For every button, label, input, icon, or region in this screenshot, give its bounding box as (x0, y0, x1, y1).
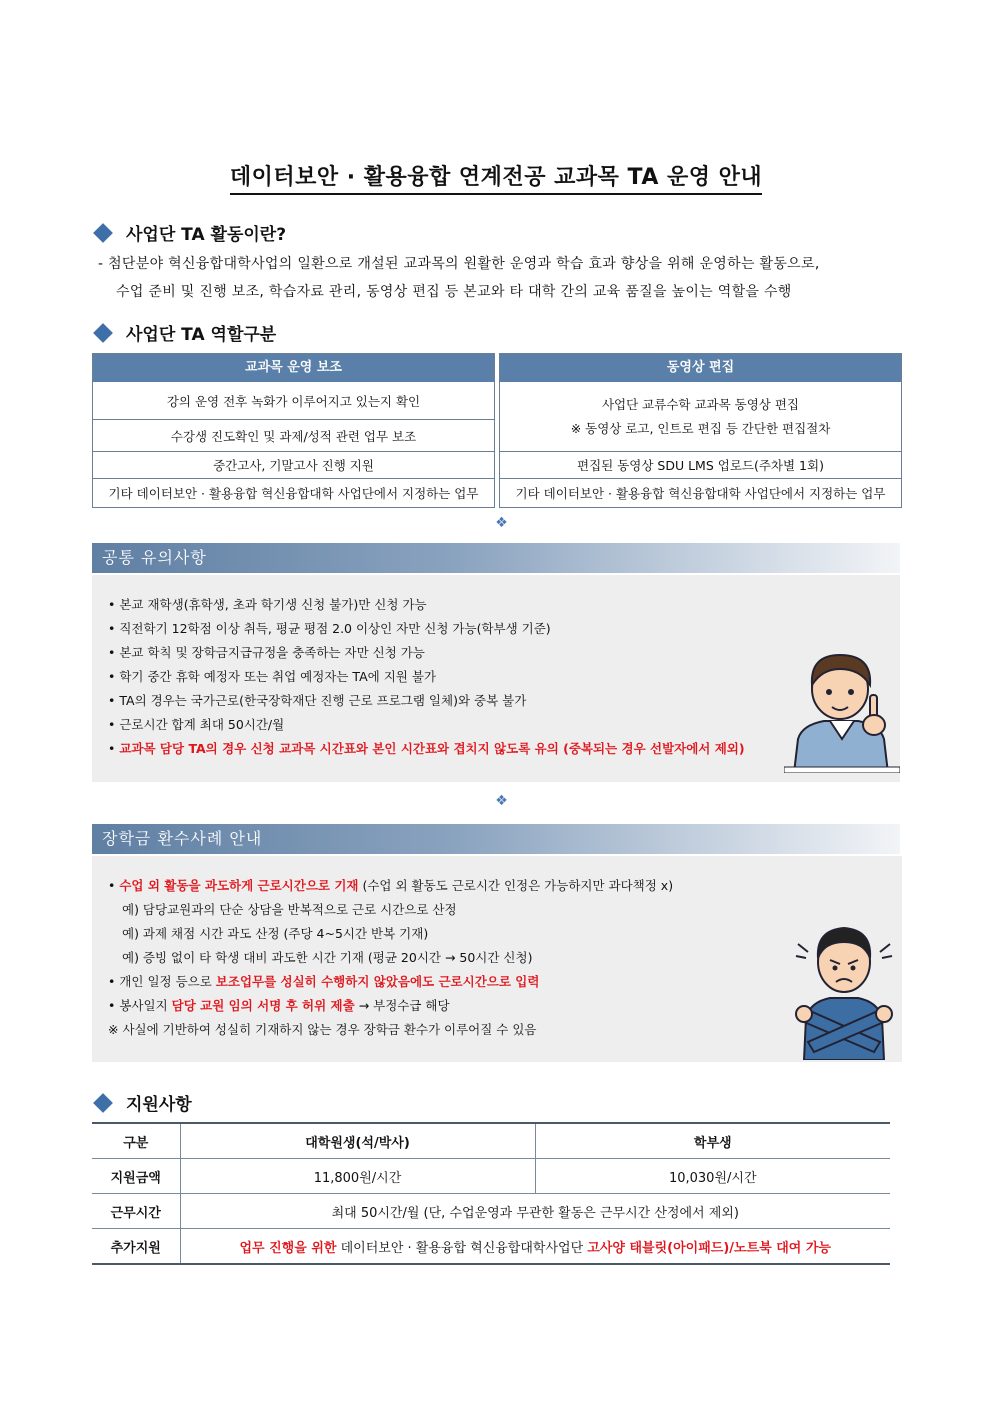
support-cell-extra: 업무 진행을 위한 데이터보안 · 활용융합 혁신융합대학사업단 고사양 태블릿(아이패드)/노트북 대여 가능 (180, 1229, 890, 1265)
roles-right-row: 사업단 교류수학 교과목 동영상 편집 ※ 동영상 로고, 인트로 편집 등 간단한 편집절차 (570, 396, 831, 436)
refund-item: • 개인 일정 등으로 보조업무를 성실히 수행하지 않았음에도 근로시간으로 입력 (108, 974, 540, 989)
note-item-warning: • 교과목 담당 TA의 경우 신청 교과목 시간표와 본인 시간표와 겹치지 않도록 유의 (중복되는 경우 선발자에서 제외) (108, 741, 745, 756)
support-cell: 10,030원/시간 (535, 1159, 890, 1194)
support-header-label: 구분 (92, 1123, 180, 1159)
support-header-grad: 대학원생(석/박사) (180, 1123, 535, 1159)
support-header-undergrad: 학부생 (535, 1123, 890, 1159)
roles-left-row: 기타 데이터보안 · 활용융합 혁신융합대학 사업단에서 지정하는 업무 (93, 478, 494, 506)
refund-example: 예) 증빙 없이 타 학생 대비 과도한 시간 기재 (평균 20시간 → 50시간 신청) (122, 950, 533, 965)
support-row-label: 추가지원 (92, 1229, 180, 1265)
roles-left-row: 수강생 진도확인 및 과제/성적 관련 업무 보조 (93, 419, 494, 451)
section-heading-support: 지원사항 (92, 1090, 192, 1115)
chevron-down-icon: ❖ (495, 793, 505, 809)
diamond-bullet-icon (93, 223, 113, 243)
intro-text: - 첨단분야 혁신융합대학사업의 일환으로 개설된 교과목의 원활한 운영과 학습 효과 향상을 위해 운영하는 활동으로, 수업 준비 및 진행 보조, 학습자료 관리, 동영상 편집 등 본교와 타 대학 간의 교육 품질을 높이는 역할을 수행 (98, 256, 820, 300)
roles-left-row: 중간고사, 기말고사 진행 지원 (93, 451, 494, 478)
support-cell: 11,800원/시간 (180, 1159, 535, 1194)
roles-table-left (92, 353, 495, 508)
refund-example: 예) 과제 채점 시간 과도 산정 (주당 4~5시간 반복 기재) (122, 926, 429, 941)
refund-item: • 봉사일지 담당 교원 임의 서명 후 허위 제출 → 부정수급 해당 (108, 998, 450, 1013)
refund-note: ※ 사실에 기반하여 성실히 기재하지 않는 경우 장학금 환수가 이루어질 수 있음 (108, 1022, 537, 1037)
roles-left-row: 강의 운영 전후 녹화가 이루어지고 있는지 확인 (166, 393, 421, 409)
roles-right-row: 기타 데이터보안 · 활용융합 혁신융합대학 사업단에서 지정하는 업무 (500, 478, 901, 506)
note-item: • TA의 경우는 국가근로(한국장학재단 진행 근로 프로그램 일체)와 중복 불가 (108, 693, 527, 708)
note-item: • 근로시간 합계 최대 50시간/월 (108, 717, 285, 732)
refund-example: 예) 담당교원과의 단순 상담을 반복적으로 근로 시간으로 산정 (122, 902, 457, 917)
support-row-label: 근무시간 (92, 1194, 180, 1229)
note-item: • 본교 재학생(휴학생, 초과 학기생 신청 불가)만 신청 가능 (108, 597, 427, 612)
diamond-bullet-icon (93, 1093, 113, 1113)
roles-right-header: 동영상 편집 (500, 354, 901, 382)
section-heading-ta-activity: 사업단 TA 활동이란? (92, 220, 286, 245)
support-table (92, 1122, 890, 1265)
roles-table-right (499, 353, 902, 508)
support-cell: 최대 50시간/월 (단, 수업운영과 무관한 활동은 근무시간 산정에서 제외) (180, 1194, 890, 1229)
refusing-person-illustration (794, 914, 894, 1060)
pointing-person-illustration (784, 647, 900, 773)
common-notes-band: 공통 유의사항 (92, 543, 900, 573)
roles-left-header: 교과목 운영 보조 (93, 354, 494, 382)
note-item: • 학기 중간 휴학 예정자 또는 취업 예정자는 TA에 지원 불가 (108, 669, 436, 684)
note-item: • 직전학기 12학점 이상 취득, 평균 평점 2.0 이상인 자만 신청 가능(학부생 기준) (108, 621, 551, 636)
page-title: 데이터보안 · 활용융합 연계전공 교과목 TA 운영 안내 (0, 160, 992, 191)
roles-right-row: 편집된 동영상 SDU LMS 업로드(주차별 1회) (500, 451, 901, 478)
refund-item: • 수업 외 활동을 과도하게 근로시간으로 기재 (수업 외 활동도 근로시간 인정은 가능하지만 과다책정 x) (108, 878, 674, 893)
refund-band: 장학금 환수사례 안내 (92, 824, 900, 854)
support-row-label: 지원금액 (92, 1159, 180, 1194)
diamond-bullet-icon (93, 323, 113, 343)
section-heading-roles: 사업단 TA 역할구분 (92, 320, 276, 345)
refund-panel (92, 856, 902, 1062)
note-item: • 본교 학칙 및 장학금지급규정을 충족하는 자만 신청 가능 (108, 645, 425, 660)
common-notes-panel (92, 575, 900, 782)
chevron-down-icon: ❖ (495, 515, 505, 531)
